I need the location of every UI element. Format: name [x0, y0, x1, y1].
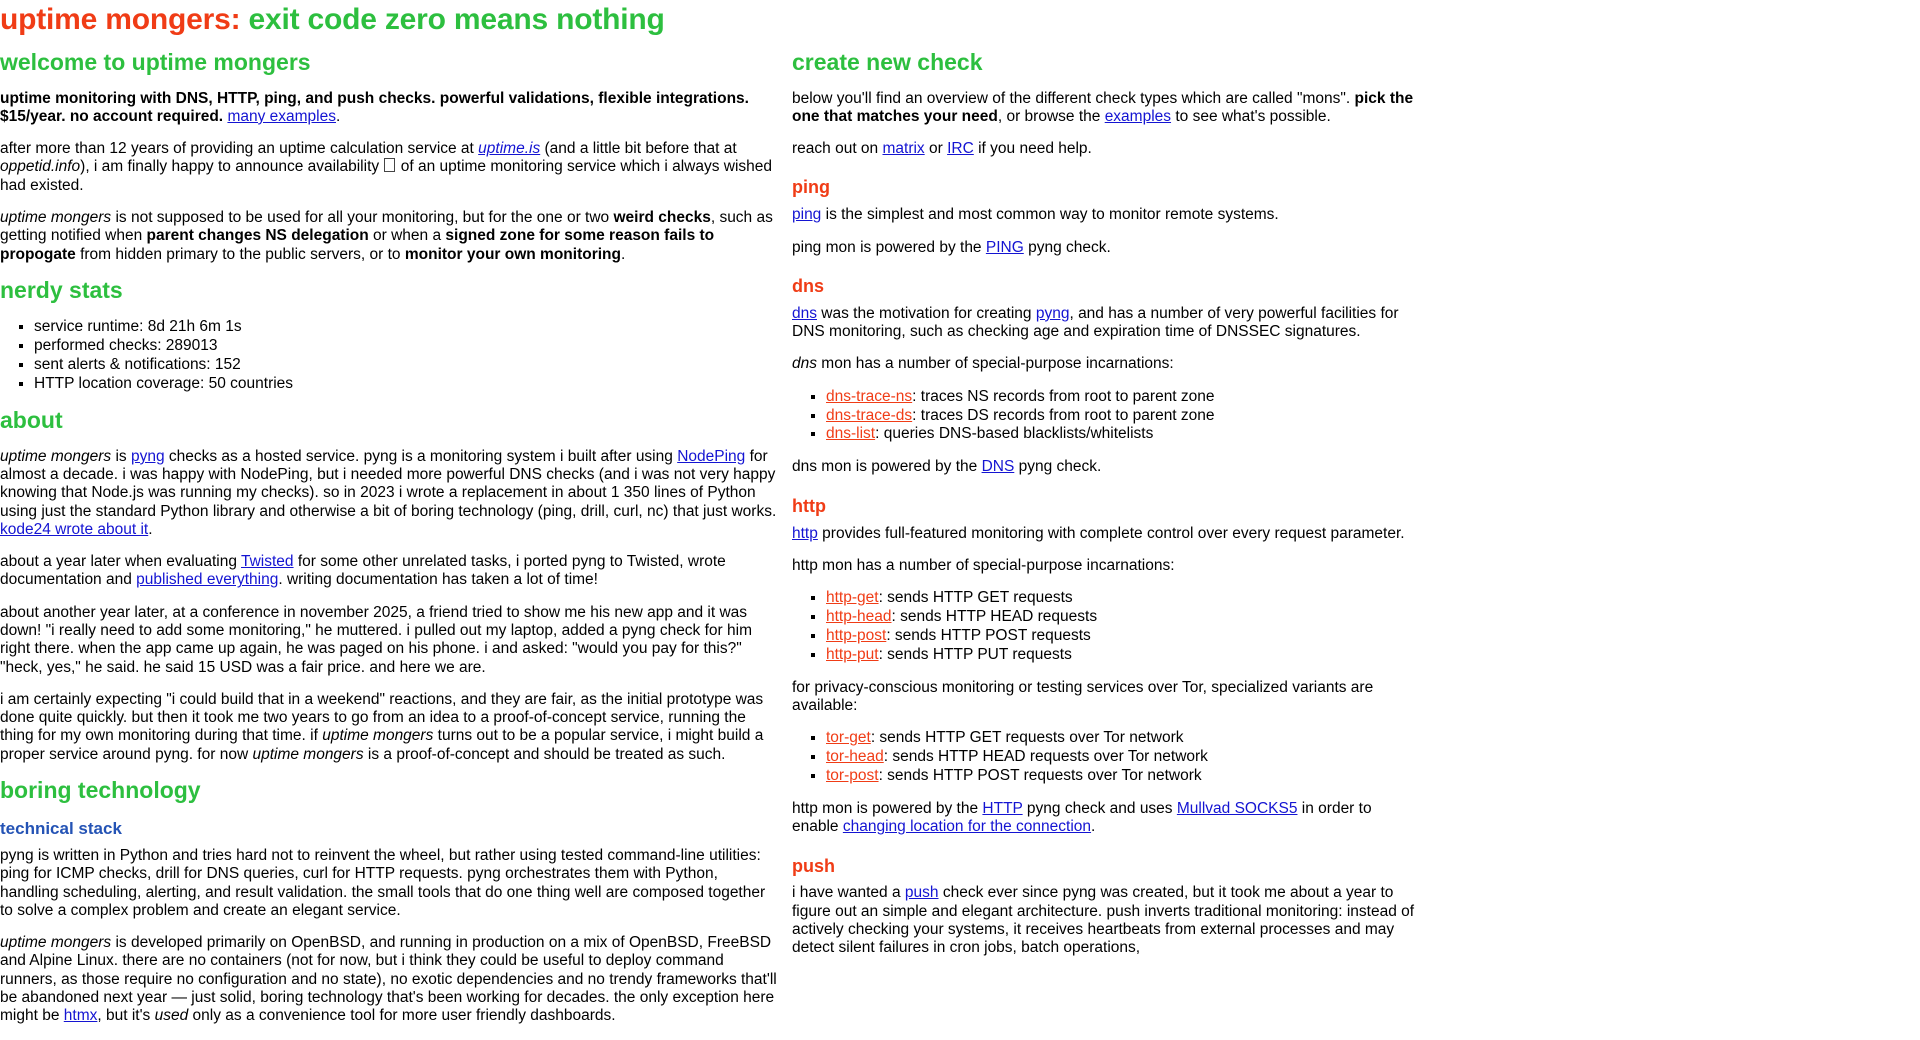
right-column — [790, 50, 1920, 972]
uptime-is-link[interactable] — [478, 140, 540, 157]
dns-incarnations-text: mon has a number of special-purpose incarnations: — [817, 355, 1174, 373]
http-powered-paragraph — [792, 800, 1422, 837]
http-check-link[interactable]: HTTP — [982, 800, 1023, 818]
ping-powered-post: pyng check. — [1023, 238, 1111, 256]
create-check-intro-paragraph — [792, 90, 1422, 127]
scope-text-b: , such as getting notified when — [0, 209, 773, 245]
htmx-link[interactable]: htmx — [63, 1007, 98, 1025]
http-post-text: : sends HTTP POST requests — [886, 626, 1091, 644]
tor-variants-list — [792, 729, 1422, 786]
http-section-heading: http — [792, 495, 826, 516]
http-incarnations-list — [792, 589, 1422, 665]
pyng-link[interactable]: pyng — [130, 447, 165, 465]
tor-get-link[interactable]: tor-get — [826, 729, 871, 747]
about-text-d: . — [148, 520, 153, 538]
scope-bold-signed-zone: signed zone for some reason fails to propogate — [0, 227, 715, 263]
dns-list-text: : queries DNS-based blacklists/whitelists — [875, 425, 1154, 443]
tor-post-link[interactable]: tor-post — [826, 767, 879, 785]
changing-location-link[interactable]: changing location for the connection — [842, 818, 1092, 836]
technical-stack-paragraph-2 — [0, 934, 778, 1025]
boring-technology-heading: boring technology — [0, 777, 201, 804]
tor-post-text: : sends HTTP POST requests over Tor network — [878, 767, 1202, 785]
nerdy-stats-list — [0, 318, 778, 394]
dns-description-paragraph — [792, 305, 1422, 342]
welcome-scope-paragraph — [0, 209, 778, 264]
examples-link[interactable]: examples — [1104, 107, 1172, 125]
proof-emphasis-2: uptime mongers — [252, 745, 364, 763]
history-text-d: of an uptime monitoring service which i always wished had existed. — [0, 158, 773, 194]
http-mon-link[interactable]: http — [792, 524, 818, 542]
push-text-b: check ever since pyng was created, but it took me about a year to figure out an simple and elegant architecture. push inverts traditional monitoring: instead of actively checking your systems, it receives heartbeats from external processes and may detect silent failures in cron jobs, batch operations, — [792, 884, 1415, 957]
about-emphasis-brand: uptime mongers — [0, 447, 112, 465]
dns-powered-post: pyng check. — [1014, 458, 1102, 476]
history-text-b: (and a little bit before that at — [540, 140, 737, 158]
http-description-text: provides full-featured monitoring with complete control over every request parameter. — [817, 524, 1405, 542]
scope-emphasis-brand: uptime mongers — [0, 209, 112, 227]
about-heading: about — [0, 406, 63, 433]
http-get-text: : sends HTTP GET requests — [878, 589, 1073, 607]
dns-list-link[interactable]: dns-list — [826, 425, 876, 443]
nerdy-stats-heading: nerdy stats — [0, 276, 123, 303]
proof-text-a: i am certainly expecting "i could build that in a weekend" reactions, and they are fair, as the initial prototype was done quite quickly. but then it took me two years to go from an idea to a proof-of-concept service, running the thing for my own monitoring during that time. if — [0, 690, 764, 745]
ping-section-heading: ping — [792, 177, 830, 198]
ping-mon-link[interactable]: ping — [792, 206, 822, 224]
reach-out-paragraph — [792, 140, 1422, 158]
ping-description-text: is the simplest and most common way to monitor remote systems. — [821, 206, 1279, 224]
dns-incarnations-intro — [792, 355, 1422, 373]
stack-emphasis-brand: uptime mongers — [0, 934, 112, 952]
proof-text-b: turns out to be a popular service, i might build a proper service around pyng. for now — [0, 727, 764, 763]
welcome-intro-bold: uptime monitoring with DNS, HTTP, ping, and push checks. powerful validations, flexible integrations. $15/year. no account required. — [0, 89, 749, 125]
about-paragraph-2 — [0, 553, 778, 590]
intro-text-a: below you'll find an overview of the different check types which are called "mons". — [792, 89, 1355, 107]
list-item: ▪ sent alerts & notifications: 152 — [34, 356, 778, 375]
ping-description-paragraph — [792, 206, 1422, 224]
ping-powered-pre: ping mon is powered by the — [792, 238, 986, 256]
mullvad-socks5-link[interactable]: Mullvad SOCKS5 — [1176, 800, 1298, 818]
dns-section-heading: dns — [792, 275, 825, 296]
dns-powered-pre: dns mon is powered by the — [792, 458, 982, 476]
tor-variants-intro: for privacy-conscious monitoring or testing services over Tor, specialized variants are available: — [792, 678, 1374, 715]
list-item — [826, 425, 1422, 444]
intro-bold-pick-one: pick the one that matches your need — [792, 89, 1414, 125]
stack-text-c: only as a convenience tool for more user friendly dashboards. — [188, 1007, 616, 1025]
list-item — [826, 388, 1422, 407]
ping-powered-paragraph — [792, 239, 1422, 257]
stack-text-a: is developed primarily on OpenBSD, and running in production on a mix of OpenBSD, FreeBSD and Alpine Linux. there are no containers (not for now, but i think they could be useful to deploy command runners, as those require no configuration and no state), no exotic dependencies and no trendy frameworks that'll be abandoned next year — just solid, boring technology that's been working for decades. the only exception here might be — [0, 934, 777, 1025]
about-text-c: for almost a decade. i was happy with NodePing, but i needed more powerful DNS checks (and i was not very happy knowing that Node.js was running my checks). so in 2023 i wrote a replacement in about 1 350 lines of Python using just the standard Python library and otherwise a bit of boring technology (ping, drill, curl, nc) that just works. — [0, 447, 777, 520]
dns-text-a: was the motivation for creating — [817, 304, 1036, 322]
http-powered-post: . — [1091, 818, 1096, 836]
list-item — [826, 589, 1422, 608]
http-description-paragraph — [792, 525, 1422, 543]
dns-check-link[interactable]: DNS — [981, 458, 1015, 476]
http-post-link[interactable]: http-post — [826, 626, 887, 644]
list-item — [826, 627, 1422, 646]
list-item — [826, 646, 1422, 665]
twisted-text-a: about a year later when evaluating — [0, 553, 241, 571]
scope-bold-ns-delegation: parent changes NS delegation — [146, 227, 369, 245]
ping-check-link[interactable]: PING — [985, 238, 1024, 256]
http-incarnations-intro: http mon has a number of special-purpose incarnations: — [792, 556, 1175, 574]
reach-text-a: reach out on — [792, 140, 883, 158]
dns-trace-ds-link[interactable]: dns-trace-ds — [826, 406, 913, 424]
list-item — [826, 407, 1422, 426]
http-powered-mid: pyng check and uses — [1022, 800, 1177, 818]
page-root — [0, 4, 1920, 1040]
welcome-intro-paragraph — [0, 90, 778, 127]
uptime-is-link-label: uptime.is — [478, 140, 541, 158]
reach-text-c: if you need help. — [973, 140, 1092, 158]
twisted-text-c: . writing documentation has taken a lot of time! — [278, 571, 598, 589]
tor-get-text: : sends HTTP GET requests over Tor network — [870, 729, 1184, 747]
list-item — [826, 748, 1422, 767]
dns-trace-ns-link[interactable]: dns-trace-ns — [826, 387, 913, 405]
two-column-layout — [0, 50, 1912, 1040]
proof-emphasis-1: uptime mongers — [322, 727, 434, 745]
many-examples-link[interactable]: many examples — [227, 107, 336, 125]
push-mon-link[interactable]: push — [904, 884, 939, 902]
scope-bold-monitor-monitoring: monitor your own monitoring — [404, 245, 621, 263]
welcome-history-paragraph — [0, 140, 778, 195]
http-powered-mid2: in order to enable — [792, 800, 1372, 836]
about-paragraph-3: about another year later, at a conference in november 2025, a friend tried to show me his new app and it was down! "i really need to add some monitoring," he muttered. i pulled out my laptop, added a pyng check for him right there. when the app came up again, he was paged on his phone. i and asked: "would you pay for this?" "heck, yes," he said. he said 15 USD was a fair price. and here we are. — [0, 603, 752, 676]
technical-stack-paragraph-1: pyng is written in Python and tries hard not to reinvent the wheel, but rather using tested command-line utilities: ping for ICMP checks, drill for DNS queries, curl for HTTP requests. pyng orchestrates them with Python, handling scheduling, alerting, and result validation. the small tools that do one thing well are composed together to solve a complex problem and create an elegant service. — [0, 847, 766, 919]
published-everything-link[interactable]: published everything — [136, 571, 279, 589]
scope-text-c: or when a — [368, 227, 446, 245]
proof-text-c: is a proof-of-concept and should be treated as such. — [363, 745, 726, 763]
dns-trace-ds-text: : traces DS records from root to parent zone — [912, 406, 1215, 424]
history-text-c: ), i am finally happy to announce availability — [80, 158, 384, 176]
http-powered-pre: http mon is powered by the — [792, 800, 983, 818]
kode24-article-link[interactable]: kode24 wrote about it — [0, 520, 149, 538]
scope-text-a: is not supposed to be used for all your monitoring, but for the one or two — [111, 209, 614, 227]
dns-trace-ns-text: : traces NS records from root to parent zone — [912, 387, 1215, 405]
push-text-a: i have wanted a — [792, 884, 905, 902]
twisted-text-b: for some other unrelated tasks, i ported pyng to Twisted, wrote documentation and — [0, 553, 726, 589]
welcome-intro-tail: . — [335, 107, 341, 125]
pyng-link-dns[interactable]: pyng — [1035, 304, 1070, 322]
stack-emphasis-used: used — [154, 1007, 189, 1025]
dns-incarnations-emphasis: dns — [792, 355, 817, 373]
http-head-text: : sends HTTP HEAD requests — [891, 608, 1098, 626]
list-item: ▪ performed checks: 289013 — [34, 337, 778, 356]
page-title-part-red: uptime mongers: — [0, 3, 241, 36]
missing-glyph-box — [384, 158, 395, 172]
list-item: ▪ HTTP location coverage: 50 countries — [34, 375, 778, 394]
dns-powered-paragraph — [792, 458, 1422, 476]
list-item — [826, 729, 1422, 748]
technical-stack-subheading: technical stack — [0, 819, 122, 839]
scope-text-d: from hidden primary to the public servers, or to — [75, 245, 405, 263]
list-item — [826, 608, 1422, 627]
right-column-inner — [792, 50, 1422, 958]
about-text-a: is — [111, 447, 131, 465]
intro-text-c: to see what's possible. — [1171, 107, 1331, 125]
nodeping-link[interactable]: NodePing — [677, 447, 746, 465]
reach-text-b: or — [924, 140, 948, 158]
dns-incarnations-list — [792, 388, 1422, 445]
http-head-link[interactable]: http-head — [826, 608, 892, 626]
left-column — [0, 50, 790, 1040]
irc-link[interactable]: IRC — [947, 140, 974, 158]
http-put-text: : sends HTTP PUT requests — [878, 645, 1072, 663]
tor-head-link[interactable]: tor-head — [826, 748, 884, 766]
create-new-check-heading: create new check — [792, 48, 983, 75]
scope-bold-weird-checks: weird checks — [613, 209, 711, 227]
http-get-link[interactable]: http-get — [826, 589, 879, 607]
page-title-part-green: exit code zero means nothing — [240, 3, 665, 36]
dns-mon-link[interactable]: dns — [792, 304, 817, 322]
about-paragraph-4 — [0, 691, 778, 764]
welcome-heading: welcome to uptime mongers — [0, 48, 311, 75]
about-text-b: checks as a hosted service. pyng is a monitoring system i built after using — [164, 447, 678, 465]
matrix-link[interactable]: matrix — [882, 140, 925, 158]
twisted-link[interactable]: Twisted — [241, 553, 294, 571]
push-description-paragraph — [792, 884, 1422, 957]
http-put-link[interactable]: http-put — [826, 645, 879, 663]
stack-text-b: , but it's — [97, 1007, 155, 1025]
dns-text-b: , and has a number of very powerful facilities for DNS monitoring, such as checking age and expiration time of DNSSEC signatures. — [792, 304, 1399, 341]
list-item — [826, 767, 1422, 786]
history-text-a: after more than 12 years of providing an uptime calculation service at — [0, 140, 479, 158]
oppetid-info-emphasis: oppetid.info — [0, 158, 81, 176]
push-section-heading: push — [792, 855, 835, 876]
scope-text-e: . — [621, 245, 626, 263]
page-title — [0, 4, 1912, 36]
intro-text-b: , or browse the — [997, 107, 1105, 125]
about-paragraph-1 — [0, 448, 778, 539]
list-item: ▪ service runtime: 8d 21h 6m 1s — [34, 318, 778, 337]
tor-head-text: : sends HTTP HEAD requests over Tor network — [883, 748, 1208, 766]
